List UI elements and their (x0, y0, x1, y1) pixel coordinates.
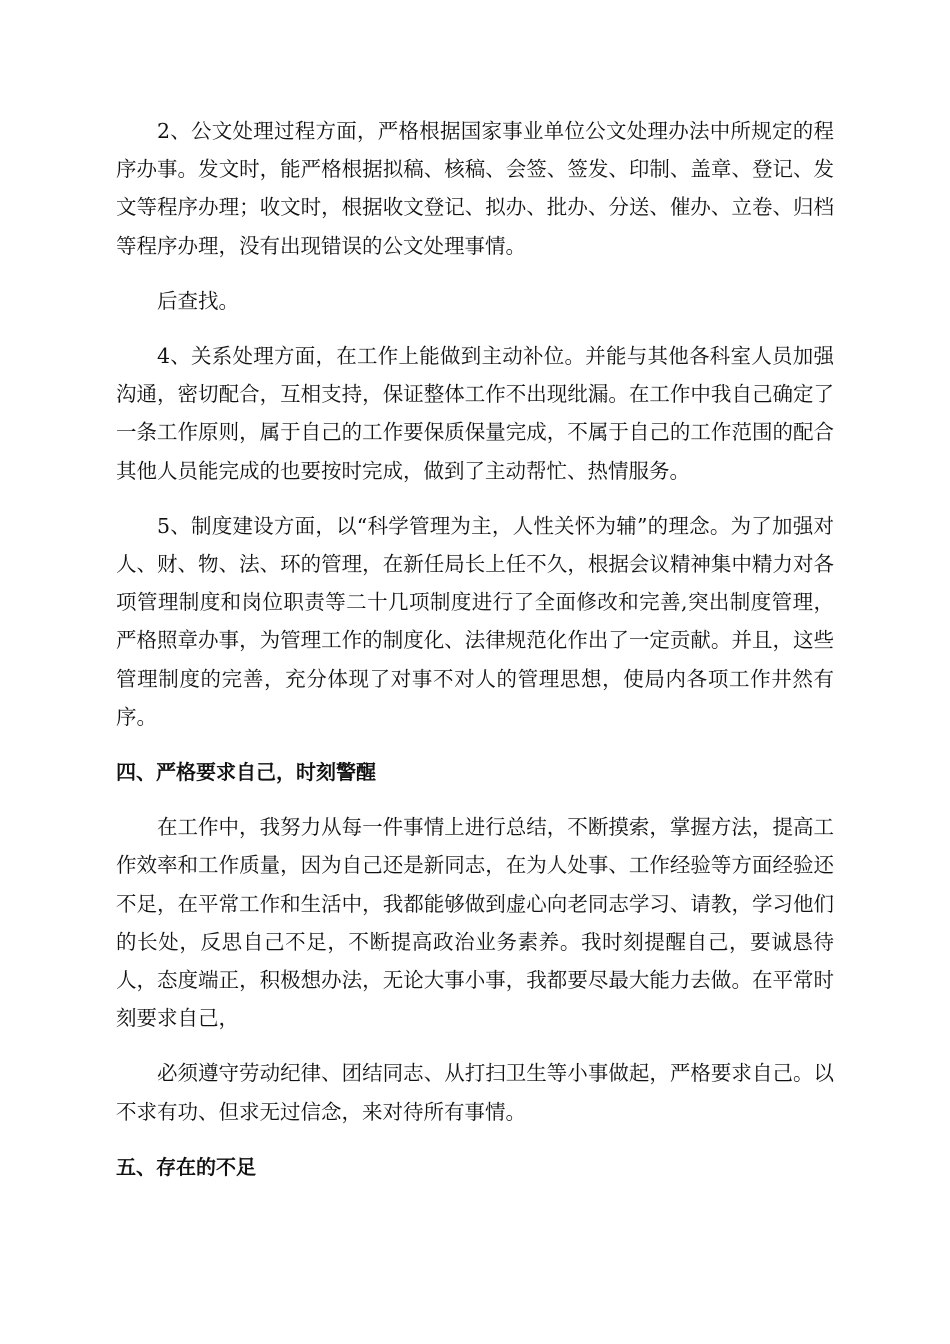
section-heading-4: 四、严格要求自己，时刻警醒 (116, 760, 376, 785)
paragraph-labor-discipline: 必须遵守劳动纪律、团结同志、从打扫卫生等小事做起，严格要求自己。以不求有功、但求无过信念，来对待所有事情。 (116, 1061, 834, 1124)
document-page (116, 112, 834, 1203)
paragraph-system-building: 5、制度建设方面，以“科学管理为主，人性关怀为辅”的理念。为了加强对人、财、物、法、环的管理，在新任局长上任不久，根据会议精神集中精力对各项管理制度和岗位职责等二十几项制度进行了全面修改和完善,突出制度管理，严格照章办事，为管理工作的制度化、法律规范化作出了一定贡献。并且，这些管理制度的完善，充分体现了对事不对人的管理思想，使局内各项工作井然有序。 (116, 513, 834, 729)
section-heading-5: 五、存在的不足 (116, 1154, 256, 1179)
paragraph-fragment: 后查找。 (157, 288, 239, 313)
paragraph-document-processing: 2、公文处理过程方面，严格根据国家事业单位公文处理办法中所规定的程序办事。发文时，能严格根据拟稿、核稿、会签、签发、印制、盖章、登记、发文等程序办理；收文时，根据收文登记、拟办、批办、分送、催办、立卷、归档等程序办理，没有出现错误的公文处理事情。 (116, 119, 834, 258)
paragraph-self-discipline: 在工作中，我努力从每一件事情上进行总结，不断摸索，掌握方法，提高工作效率和工作质量，因为自己还是新同志，在为人处事、工作经验等方面经验还不足，在平常工作和生活中，我都能够做到虚心向老同志学习、请教，学习他们的长处，反思自己不足，不断提高政治业务素养。我时刻提醒自己，要诚恳待人，态度端正，积极想办法，无论大事小事，我都要尽最大能力去做。在平常时刻要求自己， (116, 815, 834, 1031)
paragraph-relations: 4、关系处理方面，在工作上能做到主动补位。并能与其他各科室人员加强沟通，密切配合，互相支持，保证整体工作不出现纰漏。在工作中我自己确定了一条工作原则，属于自己的工作要保质保量完成，不属于自己的工作范围的配合其他人员能完成的也要按时完成，做到了主动帮忙、热情服务。 (116, 344, 834, 483)
